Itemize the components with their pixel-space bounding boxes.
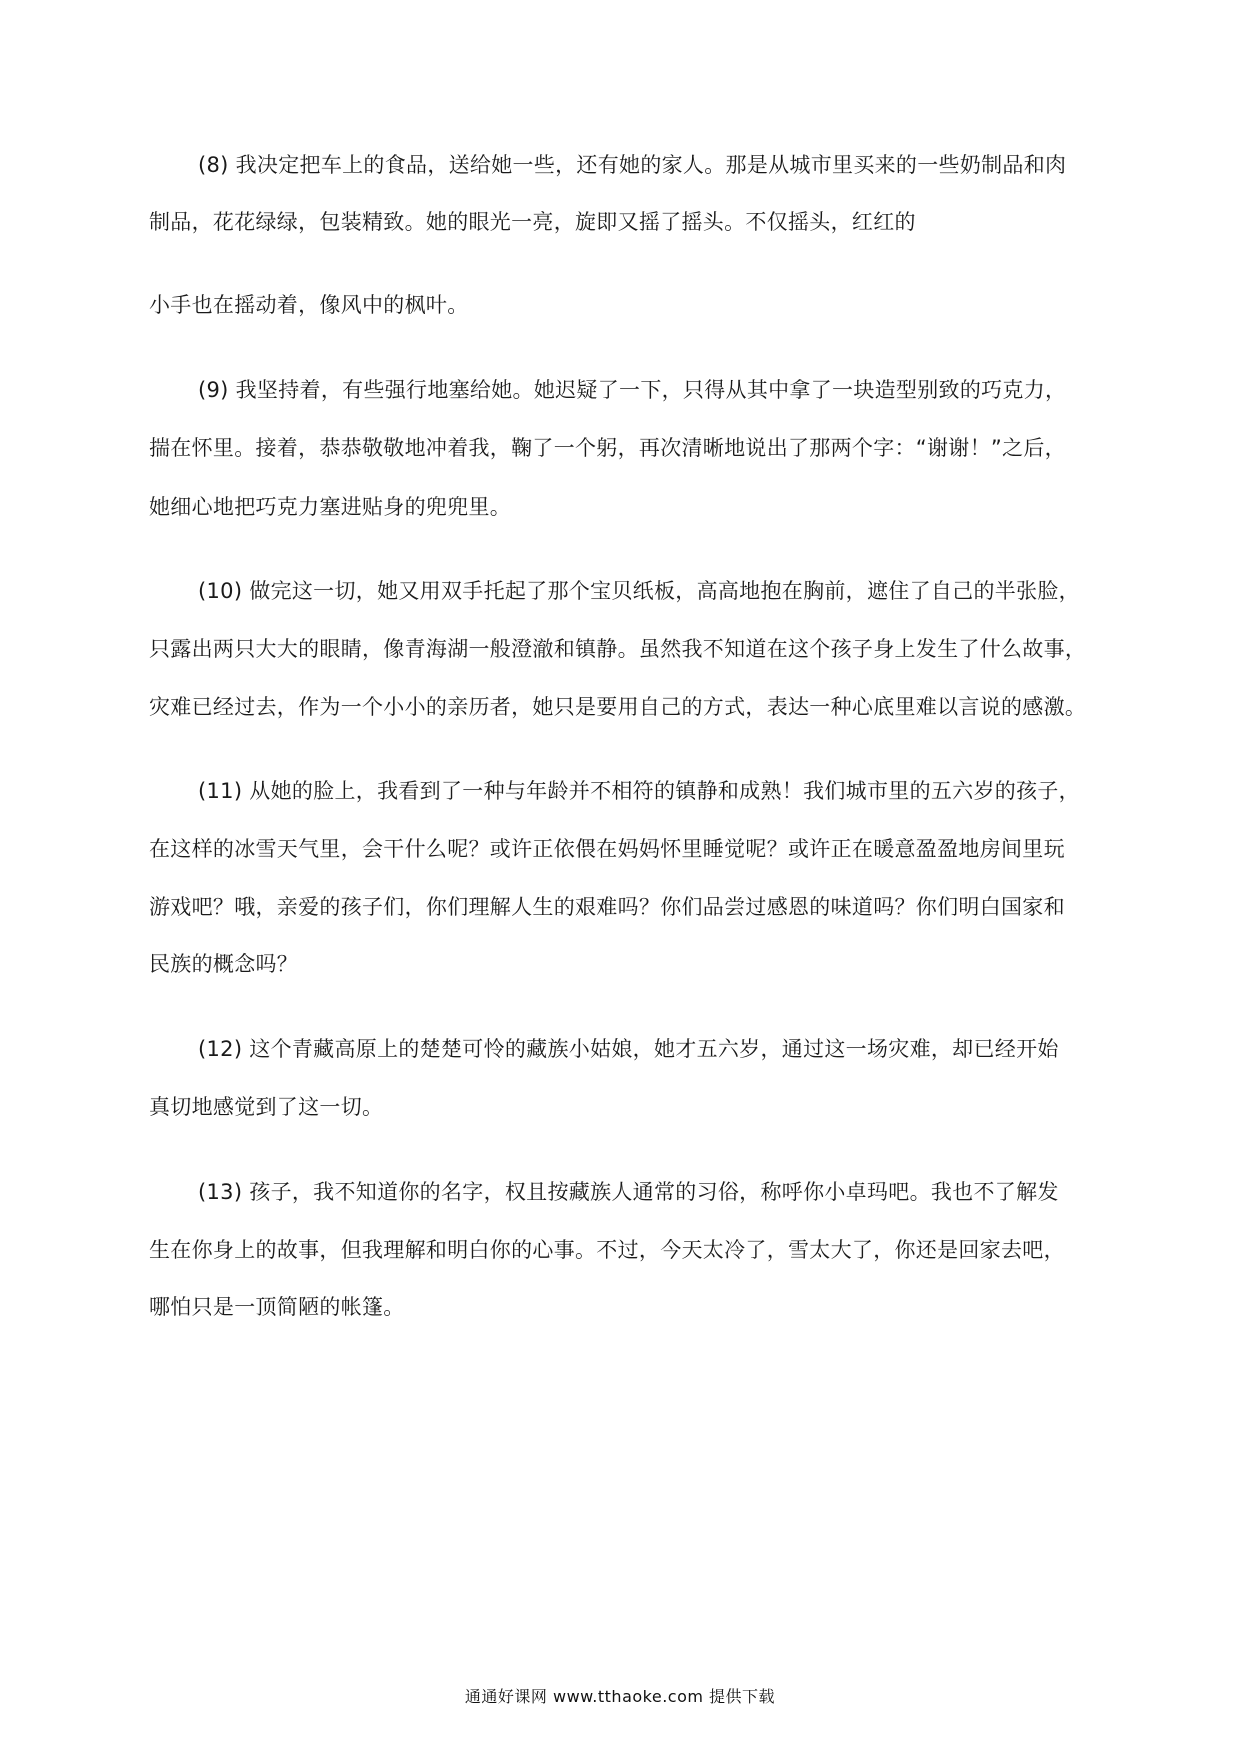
paragraph-12-line-1: (12) 这个青藏高原上的楚楚可怜的藏族小姑娘，她才五六岁，通过这一场灾难，却已经开始 bbox=[198, 1037, 1059, 1061]
paragraph-9-line-3: 她细心地把巧克力塞进贴身的兜兜里。 bbox=[149, 495, 512, 519]
paragraph-11-line-4: 民族的概念吗？ bbox=[149, 952, 299, 976]
paragraph-12-line-2: 真切地感觉到了这一切。 bbox=[149, 1095, 384, 1119]
paragraph-8-line-1: (8) 我决定把车上的食品，送给她一些，还有她的家人。那是从城市里买来的一些奶制品和肉 bbox=[198, 153, 1067, 177]
paragraph-8-line-2: 制品，花花绿绿，包装精致。她的眼光一亮，旋即又摇了摇头。不仅摇头，红红的 bbox=[149, 210, 916, 234]
paragraph-11-line-1: (11) 从她的脸上，我看到了一种与年龄并不相符的镇静和成熟！我们城市里的五六岁的孩子， bbox=[198, 779, 1080, 803]
paragraph-11-line-3: 游戏吧？哦，亲爱的孩子们，你们理解人生的艰难吗？你们品尝过感恩的味道吗？你们明白国家和 bbox=[149, 895, 1065, 919]
paragraph-10-line-2: 只露出两只大大的眼睛，像青海湖一般澄澈和镇静。虽然我不知道在这个孩子身上发生了什么故事， bbox=[149, 637, 1087, 661]
paragraph-11-line-2: 在这样的冰雪天气里，会干什么呢？或许正依偎在妈妈怀里睡觉呢？或许正在暖意盈盈地房间里玩 bbox=[149, 837, 1065, 861]
page-footer: 通通好课网 www.tthaoke.com 提供下载 bbox=[464, 1687, 776, 1706]
paragraph-13-line-1: (13) 孩子，我不知道你的名字，权且按藏族人通常的习俗，称呼你小卓玛吧。我也不了解发 bbox=[198, 1180, 1059, 1204]
paragraph-13-line-2: 生在你身上的故事，但我理解和明白你的心事。不过，今天太冷了，雪太大了，你还是回家去吧， bbox=[149, 1238, 1065, 1262]
paragraph-8-line-3: 小手也在摇动着，像风中的枫叶。 bbox=[149, 293, 469, 317]
paragraph-10-line-1: (10) 做完这一切，她又用双手托起了那个宝贝纸板，高高地抱在胸前，遮住了自己的半张脸， bbox=[198, 579, 1080, 603]
paragraph-9-line-2: 揣在怀里。接着，恭恭敬敬地冲着我，鞠了一个躬，再次清晰地说出了那两个字：“谢谢！”之后， bbox=[149, 436, 1066, 460]
paragraph-13-line-3: 哪怕只是一顶简陋的帐篷。 bbox=[149, 1295, 405, 1319]
paragraph-9-line-1: (9) 我坚持着，有些强行地塞给她。她迟疑了一下，只得从其中拿了一块造型别致的巧克力， bbox=[198, 378, 1067, 402]
paragraph-10-line-3: 灾难已经过去，作为一个小小的亲历者，她只是要用自己的方式，表达一种心底里难以言说的感激。 bbox=[149, 695, 1087, 719]
